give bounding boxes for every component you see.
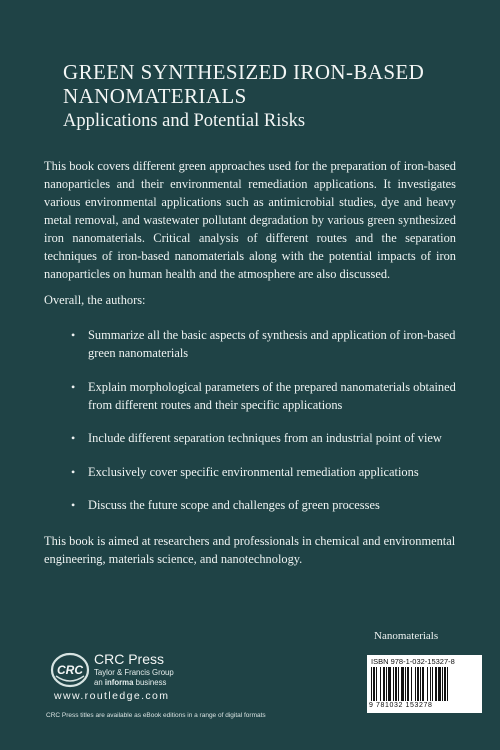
overall-intro: Overall, the authors:: [44, 293, 146, 307]
feature-item: • Exclusively cover specific environmental remediation applications: [71, 465, 419, 479]
publisher-informa: an informa business: [94, 678, 167, 687]
book-title: GREEN SYNTHESIZED IRON-BASED NANOMATERIALS: [63, 60, 425, 108]
feature-item: • Explain morphological parameters of the prepared nanomaterials obtained from different routes and their specific applications: [71, 380, 456, 412]
bullet-icon: •: [71, 431, 76, 445]
logo-text: CRC: [57, 663, 83, 677]
bullet-icon: •: [71, 328, 76, 342]
book-description: This book covers different green approaches used for the preparation of iron-based nanoparticles and their environmental remediation applications. It investigates various environmental applications such as antimicrobial studies, dye and heavy metal removal, and wastewater pollutant degradation by various green synthesized iron nanomaterials. Critical analysis of different routes and the separation techniques of iron-based nanomaterials along with the potential impacts of iron nanoparticles on human health and the atmosphere are also discussed.: [44, 159, 456, 281]
bullet-icon: •: [71, 465, 76, 479]
publisher-group: Taylor & Francis Group: [94, 668, 174, 677]
audience-statement: This book is aimed at researchers and professionals in chemical and environmental engineering, materials science, and nanotechnology.: [44, 534, 456, 566]
isbn-text: ISBN 978-1-032-15327-8: [371, 657, 455, 666]
publisher-website[interactable]: www.routledge.com: [54, 690, 170, 702]
feature-item: • Summarize all the basic aspects of synthesis and application of iron-based green nanomaterials: [71, 328, 456, 360]
barcode: [367, 655, 482, 713]
bullet-icon: •: [71, 380, 76, 394]
bullet-icon: •: [71, 498, 76, 512]
series-name: Nanomaterials: [374, 630, 439, 642]
feature-item: • Discuss the future scope and challenges of green processes: [71, 498, 380, 512]
book-subtitle: Applications and Potential Risks: [63, 111, 306, 131]
crc-logo-icon: [50, 652, 90, 693]
ebook-note: CRC Press titles are available as eBook editions in a range of digital formats: [46, 712, 266, 719]
feature-item: • Include different separation techniques from an industrial point of view: [71, 431, 442, 445]
barcode-bars-icon: [371, 667, 478, 701]
publisher-name: CRC Press: [94, 651, 165, 667]
barcode-digits: 9 781032 153278: [369, 702, 433, 709]
